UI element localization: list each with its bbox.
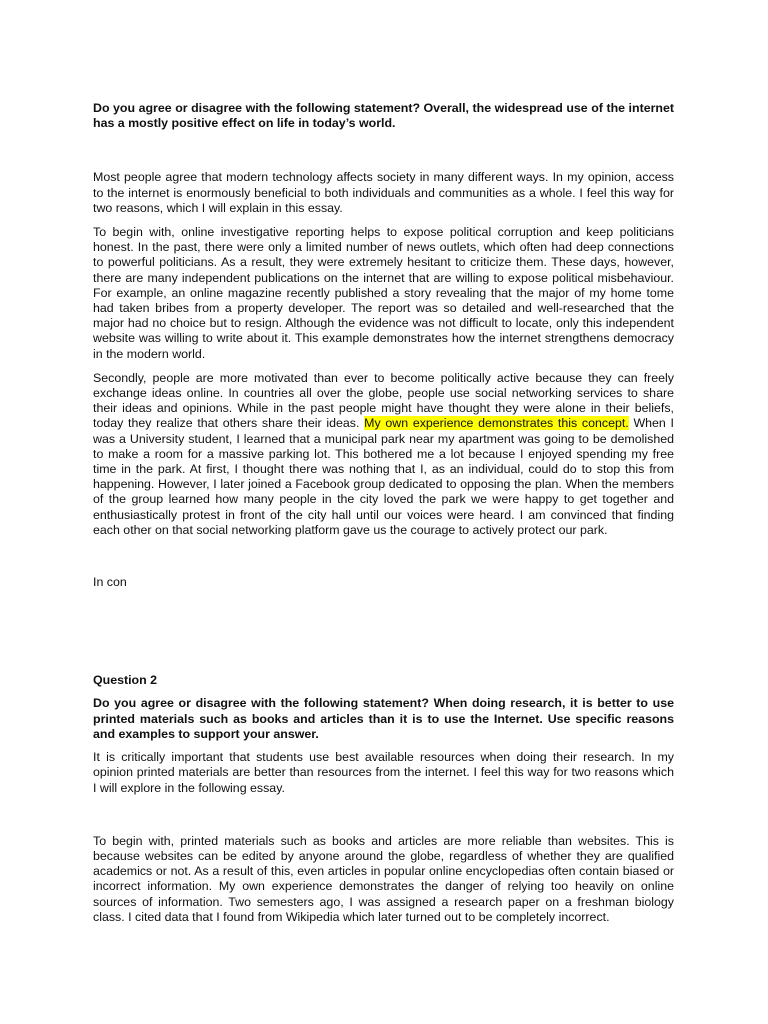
highlighted-sentence: My own experience demonstrates this concept. [364,416,629,431]
essay-1-body-paragraph-2 [93,371,674,538]
paragraph-text: When I was a University student, I learned that a municipal park near my apartment was going to be demolished to make a room for a massive parking lot. This bothered me a lot because I enjoyed spending my free time in the park. At first, I thought there was nothing that I, as an individual, could do to stop this from happening. However, I later joined a Facebook group dedicated to opposing the plan. When the members of the group learned how many people in the city loved the park we were happy to get together and enthusiastically protest in front of the city hall until our voices were heard. I am convinced that finding each other on that social networking platform gave us the courage to actively protect our park. [93,416,674,537]
essay-1-body-paragraph-1: To begin with, online investigative reporting helps to expose political corruption and keep politicians honest. In the past, there were only a limited number of news outlets, which often had deep connections to powerful politicians. As a result, they were extremely hesitant to criticize them. These days, however, there are many independent publications on the internet that are willing to expose political misbehaviour. For example, an online magazine recently published a story revealing that the major of my home tome had taken bribes from a property developer. The report was so detailed and well-researched that the major had no choice but to resign. Although the evidence was not difficult to locate, only this independent website was willing to write about it. This example demonstrates how the internet strengthens democracy in the modern world. [93,225,674,361]
essay-2-intro: It is critically important that students use best available resources when doing their research. In my opinion printed materials are better than resources from the internet. I feel this way for two reasons which I will explore in the following essay. [93,750,674,795]
question-2-prompt: Do you agree or disagree with the following statement? When doing research, it is better to use printed materials such as books and articles than it is to use the Internet. Use specific reasons and examples to support your answer. [93,696,674,741]
essay-2-body-paragraph-1: To begin with, printed materials such as books and articles are more reliable than websites. This is because websites can be edited by anyone around the globe, regardless of whether they are qualified academics or not. As a result of this, even articles in popular online encyclopedias often contain biased or incorrect information. My own experience demonstrates the danger of relying too heavily on online sources of information. Two semesters ago, I was assigned a research paper on a freshman biology class. I cited data that I found from Wikipedia which later turned out to be completely incorrect. [93,833,674,924]
question-1-prompt: Do you agree or disagree with the following statement? Overall, the widespread use of the internet has a mostly positive effect on life in today’s world. [93,101,674,131]
paragraph-text: Secondly, people are more motivated than ever to become politically active because they can freely exchange ideas online. In countries all over the globe, people use social networking services to share their ideas and opinions. While in the past people might have thought they were alone in their beliefs, today they realize that others share their ideas. [93,370,674,431]
essay-1-intro: Most people agree that modern technology affects society in many different ways. In my opinion, access to the internet is enormously beneficial to both individuals and communities as a whole. I feel this way for two reasons, which I will explain in this essay. [93,170,674,215]
document-page [93,101,674,925]
essay-1-conclusion: In con [93,575,127,590]
question-2-heading: Question 2 [93,673,158,688]
